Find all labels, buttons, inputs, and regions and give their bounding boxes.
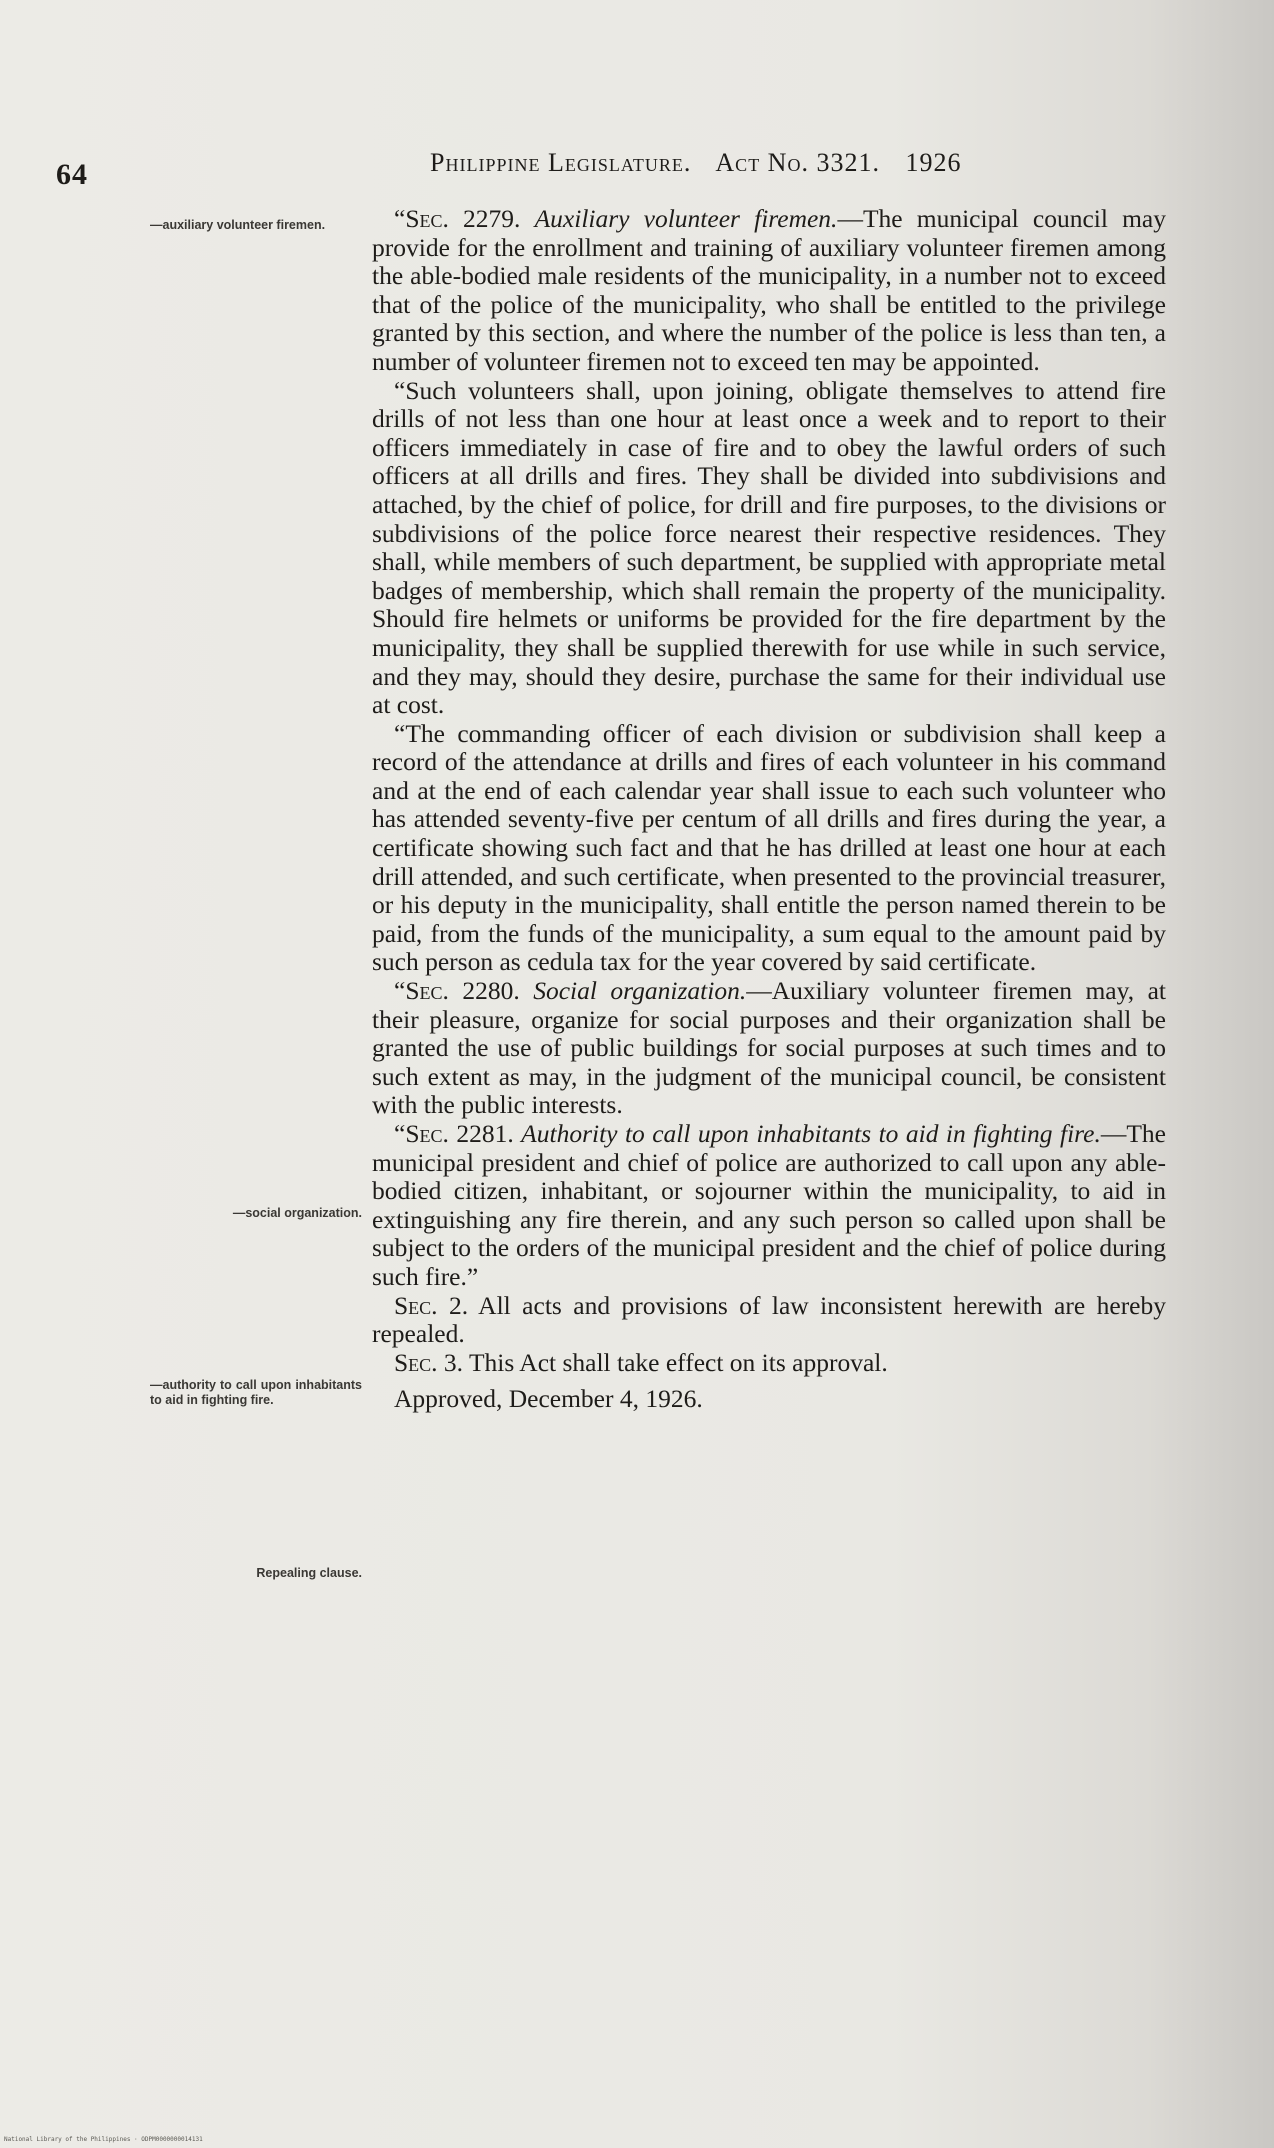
page-number: 64 [56,158,88,191]
running-head-year: 1926 [905,148,962,177]
section-2280-lead: “Sec. 2280. [394,976,520,1006]
section-2-lead: Sec. 2. [394,1290,469,1320]
section-2280-text: —Auxiliary volunteer firemen may, at their pleasure, organize for social purposes and their organization shall be granted the use of public buildings for social purposes at such times and to such extent as may, in the judgment of the municipal council, be consistent with the public interests. [372,976,1166,1120]
margin-note-repealing: Repealing clause. [256,1566,362,1580]
section-2-text: All acts and provisions of law inconsistent herewith are hereby repealed. [372,1290,1166,1349]
section-3-effectivity [372,1349,1166,1378]
section-2-repealing [372,1292,1166,1349]
section-2279-paragraph-3: “The commanding officer of each division or subdivision shall keep a record of the attendance at drills and fires of each volunteer in his command and at the end of each calendar year shall issue to each such volunteer who has attended seventy-five per centum of all drills and fires during the year, a certificate showing such fact and that he has drilled at least one hour at each drill attended, and such certificate, when presented to the provincial treasurer, or his deputy in the municipality, shall entitle the person named therein to be paid, from the funds of the municipality, a sum equal to the amount paid by such person as cedula tax for the year covered by said certificate. [372,718,1166,977]
section-2281-text: —The municipal president and chief of police are authorized to call upon any able-bodied citizen, inhabitant, or sojourner within the municipality, to aid in extinguishing any fire therein, and any such person so called upon shall be subject to the orders of the municipal president and the chief of police during such fire.” [372,1119,1166,1291]
body-text [372,205,1166,1414]
section-2281-title: Authority to call upon inhabitants to aid in fighting fire. [521,1119,1101,1148]
section-2279-lead: “Sec. 2279. [394,204,521,233]
section-2281 [372,1120,1166,1292]
section-3-text: This Act shall take effect on its approval. [468,1347,888,1377]
approval-date: Approved, December 4, 1926. [394,1384,703,1414]
margin-note-authority: —authority to call upon inhabitants to aid in fighting fire. [150,1378,362,1407]
margin-note-auxiliary: —auxiliary volunteer firemen. [150,218,326,232]
section-2279-text: —The municipal council may provide for the enrollment and training of auxiliary volunteer firemen among the able-bodied male residents of the municipality, in a number not to exceed that of the police of the municipality, who shall be entitled to the privilege granted by this section, and where the number of the police is less than ten, a number of volunteer firemen not to exceed ten may be appointed. [372,204,1167,376]
section-2279 [372,205,1166,377]
margin-note-social: —social organization. [232,1206,362,1220]
running-head-act: Act No. 3321. [715,148,880,177]
scan-footer: National Library of the Philippines · ODPM0000000014131 [4,2136,203,2143]
section-2279-title: Auxiliary volunteer firemen. [534,204,838,233]
section-3-lead: Sec. 3. [394,1347,464,1377]
section-2279-paragraph-2: “Such volunteers shall, upon joining, obligate themselves to attend fire drills of not less than one hour at least once a week and to report to their officers immediately in case of fire and to obey the lawful orders of such officers at all drills and fires. They shall be divided into subdivisions and attached, by the chief of police, for drill and fire purposes, to the divisions or subdivisions of the police force nearest their respective residences. They shall, while members of such department, be supplied with appropriate metal badges of membership, which shall remain the property of the municipality. Should fire helmets or uniforms be provided for the fire department by the municipality, they shall be supplied therewith for use while in such service, and they may, should they desire, purchase the same for their individual use at cost. [372,375,1166,720]
section-2280 [372,977,1166,1120]
section-2281-lead: “Sec. 2281. [394,1119,514,1148]
running-head-title: Philippine Legislature. [430,148,692,177]
running-head [430,148,1130,178]
section-2280-title: Social organization. [533,976,747,1006]
